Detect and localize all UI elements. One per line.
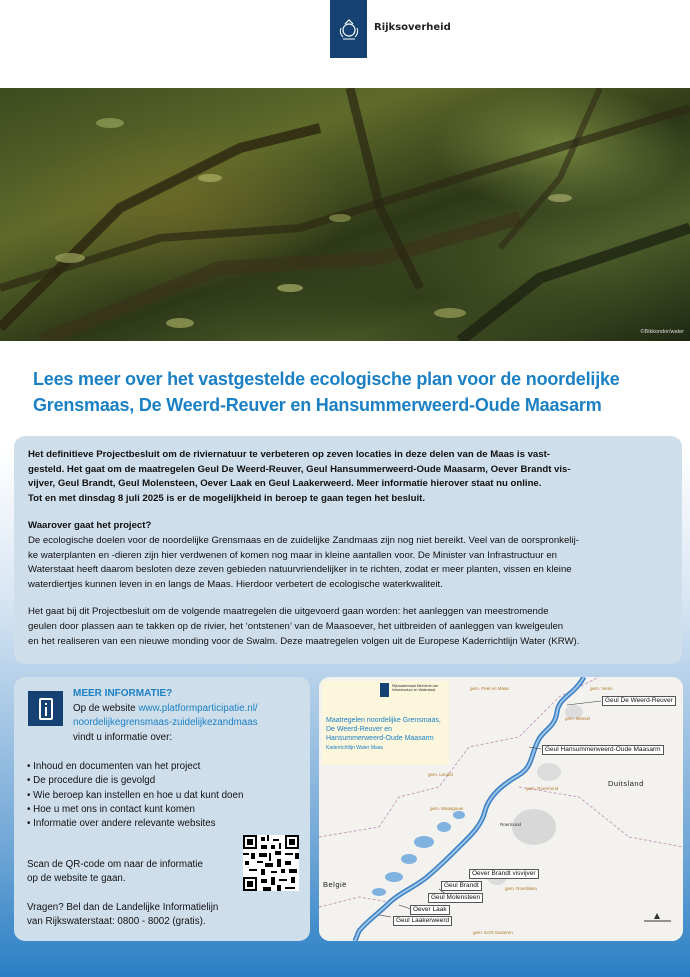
- rijksoverheid-logo: [330, 0, 367, 58]
- more-info-heading: MEER INFORMATIE?: [73, 688, 173, 699]
- qr-instruction: [27, 858, 227, 887]
- map-label-geul-laakerweerd: Geul Laakerweerd: [393, 916, 452, 926]
- intro-line: gesteld. Het gaat om de maatregelen Geul De Weerd-Reuver, Geul Hansummerweerd-Oude Maasarm, Oever Brandt vis-: [28, 463, 571, 475]
- body-line: ke waterplanten en -dieren zijn hier verdwenen of komen nog maar in kleine aantallen voor. De Minister van Infrastructuur en: [28, 549, 558, 561]
- legend-line: De Weerd-Reuver en: [326, 726, 393, 733]
- website-link[interactable]: www.platformparticipatie.nl/: [138, 703, 258, 714]
- map-label-oever-laak: Oever Laak: [410, 905, 450, 915]
- phone-info-line: van Rijkswaterstaat: 0800 - 8002 (gratis).: [27, 916, 206, 928]
- list-item: • Hoe u met ons in contact kunt komen: [27, 803, 297, 817]
- country-label: België: [323, 880, 347, 889]
- map-label-geul-de-weerd-reuver: Geul De Weerd-Reuver: [602, 696, 676, 706]
- phone-info: [27, 901, 297, 930]
- map-label-oever-brandt-visvijver: Oever Brandt visvijver: [469, 869, 539, 879]
- list-item: • Wie beroep kan instellen en hoe u dat kunt doen: [27, 789, 297, 803]
- place-label: gem. Roerdalen: [505, 886, 538, 891]
- photo-credit: ©Bikkondor/water: [640, 329, 684, 335]
- main-info-text: [28, 448, 668, 649]
- website-info: [73, 702, 303, 745]
- body-line: geulen door plassen aan te takken op de rivier, het ‘ontstenen’ van de Maasoever, het uitbreiden of aanleggen van kwelgeulen: [28, 620, 564, 632]
- list-item: • Inhoud en documenten van het project: [27, 760, 297, 774]
- coat-of-arms-icon: [336, 16, 362, 42]
- topic-list: [27, 760, 297, 831]
- legend-line: Hansummerweerd-Oude Maasarm: [326, 735, 434, 742]
- underwater-scene: [0, 88, 690, 341]
- list-item: • Informatie over andere relevante websites: [27, 817, 297, 831]
- intro-line: vijver, Geul Brandt, Geul Molensteen, Oever Laak en Geul Laakerweerd. Meer informatie hierover staat nu online.: [28, 478, 542, 490]
- list-item: • De procedure die is gevolgd: [27, 774, 297, 788]
- place-label: gem. Beesel: [565, 716, 591, 721]
- website-link-continued[interactable]: noordelijkegrensmaas-zuidelijkezandmaas: [73, 717, 258, 729]
- website-line: Op de website: [73, 703, 139, 714]
- body-line: en het realiseren van een nieuwe monding voor de Swalm. Deze maatregelen volgen uit de Europese Kaderrichtlijn Water (KRW).: [28, 635, 580, 647]
- body-line: waterdiertjes kunnen leven in en langs de Maas. Hierdoor verbetert de ecologische waterkwaliteit.: [28, 578, 443, 590]
- country-label: Duitsland: [608, 779, 644, 788]
- phone-info-line: Vragen? Bel dan de Landelijke Informatielijn: [27, 902, 219, 913]
- hero-image: [0, 88, 690, 341]
- qr-code-icon: [243, 835, 299, 891]
- header: [0, 0, 690, 88]
- section-heading: Waarover gaat het project?: [28, 520, 152, 532]
- place-label: gem. Echt-Susteren: [473, 930, 513, 935]
- place-label: gem. Roermond: [526, 786, 559, 791]
- place-label: gem. Venlo: [590, 686, 613, 691]
- intro-line: Tot en met dinsdag 8 juli 2025 is er de mogelijkheid in beroep te gaan tegen het besluit.: [28, 492, 425, 504]
- place-label: gem. Peel en Maas: [470, 686, 509, 691]
- map-label-geul-hansummerweerd: Geul Hansummerweerd-Oude Maasarm: [542, 745, 664, 755]
- body-line: Waterstaat heeft daarom besloten deze zeven gebieden natuurvriendelijker in te richten, zodat er meer planten, vissen en kleine: [28, 564, 572, 576]
- map-label-geul-brandt: Geul Brandt: [441, 881, 482, 891]
- body-line: Het gaat bij dit Projectbesluit om de volgende maatregelen die uitgevoerd gaan worden: het aanleggen van meestromende: [28, 606, 549, 618]
- legend-line: Maatregelen noordelijke Grensmaas,: [326, 717, 441, 724]
- qr-instruction-line: Scan de QR-code om naar de informatie: [27, 859, 203, 870]
- website-line: vindt u informatie over:: [73, 731, 173, 743]
- place-label: gem. Maasgouw: [430, 806, 464, 811]
- map-logo-text: Rijkswaterstaat Ministerie van Infrastructuur en Waterstaat: [392, 684, 439, 692]
- map-legend-text: [326, 716, 449, 753]
- body-line: De ecologische doelen voor de noordelijke Grensmaas en de zuidelijke Zandmaas zijn nog niet bereikt. Veel van de oorspronkelij-: [28, 534, 579, 546]
- logo-text: Rijksoverheid: [374, 22, 451, 33]
- qr-code[interactable]: [243, 835, 299, 891]
- place-label: gem. Leudal: [428, 772, 453, 777]
- legend-subtitle: Kaderrichtlijn Water Maas: [326, 745, 384, 751]
- page-title: Lees meer over het vastgestelde ecologische plan voor de noordelijke Grensmaas, De Weerd-Reuver en Hansummerweerd-Oude Maasarm: [33, 369, 620, 415]
- rijkswaterstaat-logo: [380, 683, 389, 697]
- intro-line: Het definitieve Projectbesluit om de riviernatuur te verbeteren op zeven locaties in deze delen van de Maas is vast-: [28, 449, 550, 460]
- qr-instruction-line: op de website te gaan.: [27, 873, 126, 885]
- info-icon: [28, 691, 63, 726]
- place-label: Roermond: [500, 822, 522, 827]
- map-label-geul-molensteen: Geul Molensteen: [428, 893, 483, 903]
